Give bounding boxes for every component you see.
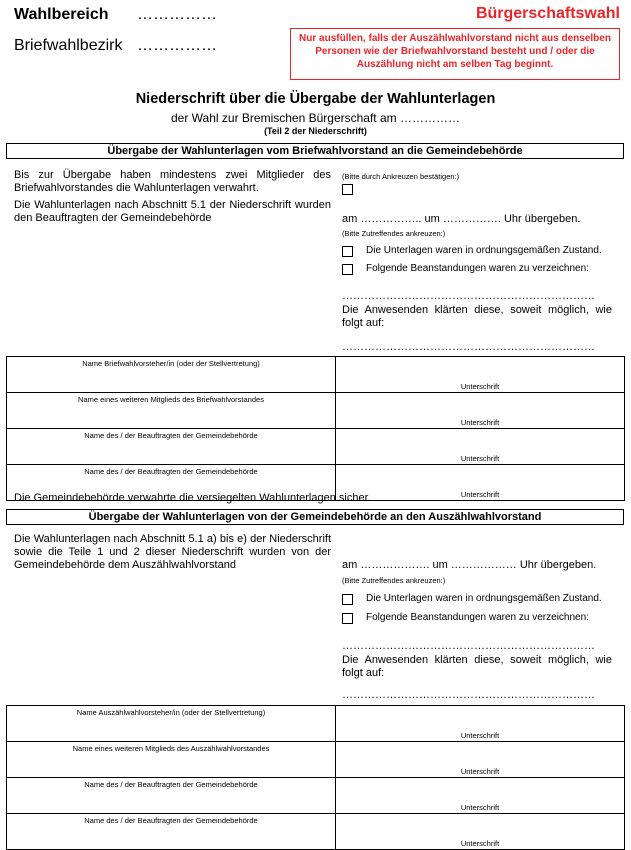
signature-field[interactable] (336, 429, 625, 465)
signature-label: Unterschrift (460, 418, 500, 427)
confirm-checkbox[interactable] (342, 184, 353, 195)
table-row (7, 706, 625, 742)
section2-remarks-line[interactable]: …………………………………………………………… (342, 640, 595, 652)
section1-date-line[interactable]: am …………….. um ……………. Uhr übergeben. (342, 213, 581, 225)
signature-field[interactable] (336, 706, 625, 742)
section1-option1-checkbox[interactable] (342, 246, 353, 257)
signature-label: Unterschrift (460, 490, 500, 499)
section1-option2-checkbox[interactable] (342, 264, 353, 275)
table-row (7, 778, 625, 814)
name-field-label: Name eines weiteren Mitglieds des Briefwahlvorstandes (78, 395, 264, 404)
name-field[interactable] (7, 742, 336, 778)
section2-choose-hint: (Bitte Zutreffendes ankreuzen:) (342, 576, 446, 585)
signature-label: Unterschrift (460, 731, 500, 740)
name-field[interactable] (7, 393, 336, 429)
notice-box (290, 28, 620, 80)
signature-field[interactable] (336, 465, 625, 501)
name-field-label: Name des / der Beauftragten der Gemeindebehörde (84, 467, 258, 476)
signature-field[interactable] (336, 742, 625, 778)
table-row (7, 742, 625, 778)
name-field[interactable] (7, 778, 336, 814)
section1-clarify-text: Die Anwesenden klärten diese, soweit möglich, wie folgt auf: (342, 304, 612, 329)
name-field-label: Name des / der Beauftragten der Gemeindebehörde (84, 816, 258, 825)
section2-heading: Übergabe der Wahlunterlagen von der Gemeindebehörde an den Auszählwahlvorstand (6, 509, 624, 525)
section1-clarify-line[interactable]: …………………………………………………………… (342, 341, 595, 353)
section1-option1-label: Die Unterlagen waren in ordnungsgemäßen Zustand. (366, 245, 602, 256)
signature-label: Unterschrift (460, 454, 500, 463)
table-row (7, 429, 625, 465)
election-type-label: Bürgerschaftswahl (475, 5, 620, 22)
signature-label: Unterschrift (460, 803, 500, 812)
section1-para2: Die Wahlunterlagen nach Abschnitt 5.1 der Niederschrift wurden den Beauftragten der Gemeindebehörde (14, 199, 331, 224)
name-field[interactable] (7, 706, 336, 742)
section2-option1-checkbox[interactable] (342, 594, 353, 605)
section1-remarks-line[interactable]: …………………………………………………………… (342, 290, 595, 302)
section2-clarify-text: Die Anwesenden klärten diese, soweit möglich, wie folgt auf: (342, 654, 612, 679)
section1-footer: Die Gemeindebehörde verwahrte die versiegelten Wahlunterlagen sicher. (14, 492, 371, 504)
section2-option2-label: Folgende Beanstandungen waren zu verzeichnen: (366, 612, 589, 623)
page-title: Niederschrift über die Übergabe der Wahlunterlagen (135, 91, 496, 107)
section2-clarify-line[interactable]: …………………………………………………………… (342, 689, 595, 701)
section2-option1-label: Die Unterlagen waren in ordnungsgemäßen Zustand. (366, 593, 602, 604)
section1-heading: Übergabe der Wahlunterlagen vom Briefwahlvorstand an die Gemeindebehörde (6, 143, 624, 159)
wahlbereich-label: Wahlbereich (14, 6, 109, 23)
section2-signature-table (6, 705, 625, 850)
signature-label: Unterschrift (460, 767, 500, 776)
name-field-label: Name Auszählwahlvorsteher/in (oder der Stellvertretung) (76, 708, 266, 717)
section1-para1: Bis zur Übergabe haben mindestens zwei Mitglieder des Briefwahlvorstandes die Wahlunterlagen verwahrt. (14, 169, 331, 194)
section1-option2-label: Folgende Beanstandungen waren zu verzeichnen: (366, 263, 589, 274)
signature-field[interactable] (336, 393, 625, 429)
section2-para1: Die Wahlunterlagen nach Abschnitt 5.1 a) bis e) der Niederschrift sowie die Teile 1 und 2 dieser Niederschrift wurden von der Gemeindebehörde dem Auszählwahlvorstand (14, 533, 331, 571)
name-field-label: Name des / der Beauftragten der Gemeindebehörde (84, 780, 258, 789)
name-field[interactable] (7, 814, 336, 850)
confirm-hint: (Bitte durch Ankreuzen bestätigen:) (342, 172, 460, 181)
name-field[interactable] (7, 357, 336, 393)
name-field[interactable] (7, 429, 336, 465)
signature-field[interactable] (336, 778, 625, 814)
signature-label: Unterschrift (460, 382, 500, 391)
signature-field[interactable] (336, 814, 625, 850)
name-field-label: Name des / der Beauftragten der Gemeindebehörde (84, 431, 258, 440)
briefwahlbezirk-field[interactable]: …………… (137, 37, 217, 54)
part-label: (Teil 2 der Niederschrift) (264, 126, 367, 136)
section1-signature-table (6, 356, 625, 501)
briefwahlbezirk-label: Briefwahlbezirk (14, 37, 123, 54)
section2-option2-checkbox[interactable] (342, 613, 353, 624)
page-subtitle: der Wahl zur Bremischen Bürgerschaft am …………… (171, 111, 460, 125)
signature-label: Unterschrift (460, 839, 500, 848)
name-field-label: Name eines weiteren Mitglieds des Auszählwahlvorstandes (72, 744, 270, 753)
section2-date-line[interactable]: am ………………. um ……………… Uhr übergeben. (342, 559, 597, 571)
table-row (7, 814, 625, 850)
table-row (7, 357, 625, 393)
signature-field[interactable] (336, 357, 625, 393)
wahlbereich-field[interactable]: …………… (137, 6, 217, 23)
section1-choose-hint: (Bitte Zutreffendes ankreuzen:) (342, 229, 446, 238)
table-row (7, 393, 625, 429)
notice-text: Nur ausfüllen, falls der Auszählwahlvorstand nicht aus denselben Personen wie der Briefwahlvorstand besteht und / oder die Auszählung nicht am selben Tag beginnt. (299, 33, 611, 70)
name-field-label: Name Briefwahlvorsteher/in (oder der Stellvertretung) (82, 359, 260, 368)
